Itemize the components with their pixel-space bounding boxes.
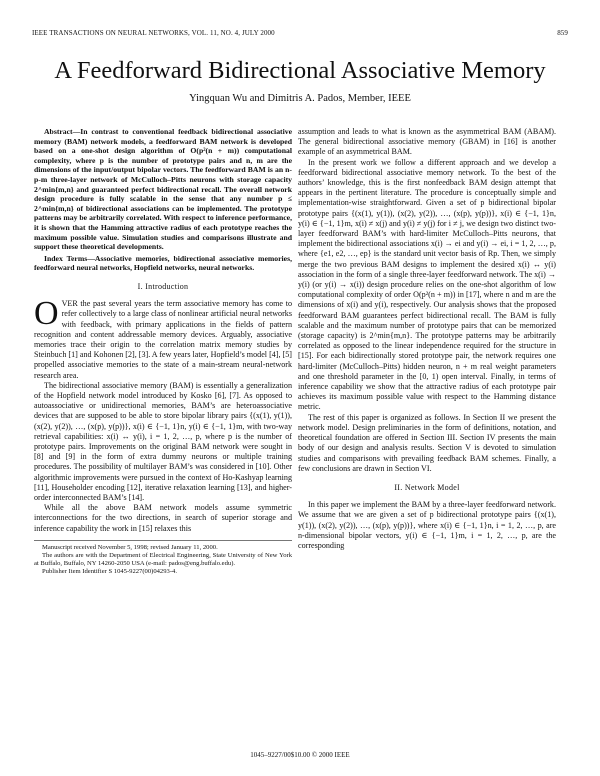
right-paragraph-1: assumption and leads to what is known as the asymmetrical BAM (ABAM). The general bidirectional associative memory (GBAM) in [16] is another example of an asymmetrical BAM. — [298, 127, 556, 157]
right-column — [298, 127, 556, 551]
journal-header: IEEE TRANSACTIONS ON NEURAL NETWORKS, VOL. 11, NO. 4, JULY 2000 — [32, 29, 275, 37]
page-number: 859 — [557, 29, 568, 37]
drop-cap: O — [34, 295, 59, 333]
authors: Yingquan Wu and Dimitris A. Pados, Member, IEEE — [189, 93, 411, 104]
index-terms: Index Terms—Associative memories, bidirectional associative memories, feedforward neural networks, Hopfield networks, neural networks. — [34, 253, 292, 273]
running-header — [32, 29, 568, 41]
section-heading-introduction: I. Introduction — [137, 281, 189, 291]
intro-paragraph-3: While all the above BAM network models assume symmetric interconnections for the two directions, in search of superior storage and inference capability the work in [15] relaxes this — [34, 503, 292, 533]
intro-p1-text: VER the past several years the term associative memory has come to refer collectively to a large class of nonlinear artificial neural networks with feedback, with primary applications in the fields of pattern recognition and content addressable memory devices. Arguably, associative memories trace their origin to the correlation matrix memory studies by Steinbuch [1] and Kohonen [2], [3]. A few years later, Hopfield’s model [4], [5] propelled associative memories to the state of a main-stream neural-network research area. — [34, 299, 292, 380]
footnote-pii: Publisher Item Identifier S 1045-9227(00)04293-4. — [42, 567, 177, 575]
footnote-affiliation: The authors are with the Department of Electrical Engineering, State University of New York at Buffalo, Buffalo, NY 14260-2050 USA (e-mail: pados@eng.buffalo.edu). — [34, 551, 292, 567]
right-paragraph-3: The rest of this paper is organized as follows. In Section II we present the network model. Design preliminaries in the form of definitions, notation, and theoretical foundation are offered in Section III. Section IV presents the main body of our design and analysis results. Section V is devoted to simulation studies and comparisons with prevailing feedback BAM schemes. Finally, a few conclusions are drawn in Section VI. — [298, 412, 556, 473]
right-paragraph-4: In this paper we implement the BAM by a three-layer feedforward network. We assume that we are given a set of p bidirectional prototype pairs {(x(1), y(1)), (x(2), y(2)), …, (x(p), y(p))}, where x(i) ∈ {−1, 1}n, i = 1, 2, …, p, are n-dimensional bipolar vectors, y(i) ∈ {−1, 1}m, i = 1, 2, …, p, are the corresponding — [298, 500, 556, 550]
copyright-footer: 1045–9227/00$10.00 © 2000 IEEE — [250, 751, 350, 759]
left-column — [34, 127, 292, 576]
section-heading-network-model: II. Network Model — [394, 482, 460, 492]
intro-paragraph-2: The bidirectional associative memory (BAM) is essentially a generalization of the Hopfield network model introduced by Kosko [6], [7]. As opposed to autoassociative or unidirectional memories, BAM’s are heteroassociative devices that are supposed to be able to store bipolar library pairs {(x(1), y(1)), (x(2), y(2)), …, (x(p), y(p))}, x(i) ∈ {−1, 1}n, y(i) ∈ {−1, 1}m, with two-way retrieval capabilities: x(i) ↔ y(i), i = 1, 2, …, p, where p is the number of prototype pairs. Improvements on the original BAM network were sought in [8] and [9] in the form of extra dummy neurons or multiple training procedures. The possibility of multilayer BAM’s was considered in [10]. Other algorithmic improvements were pursued in the context of Ho-Kashyap learning [11], Householder encoding [12], iterative relaxation learning [13], and higher-order interconnected BAM’s [14]. — [34, 380, 292, 502]
right-paragraph-2: In the present work we follow a different approach and we develop a feedforward bidirectional associative memory network. To the best of the authors’ knowledge, this is the first nonfeedback BAM design attempt that appears in the pertinent literature. The procedure is conceptually simple and implementation-wise straightforward. Given a set of p bidirectional bipolar prototype pairs {(x(1), y(1)), (x(2), y(2)), …, (x(p), y(p))}, x(i) ∈ {−1, 1}n, y(i) ∈ {−1, 1}m, x(i) ≠ x(j) and y(i) ≠ y(j) for i ≠ j, we design two distinct two-layer feedforward BAM’s with hard-limiter McCulloch–Pitts neurons, that implement the bidirectional associations x(i) → ei and y(i) → ei, i = 1, 2, …, p, where {e1, e2, …, ep} is the standard unit vector basis of Rp. Then, we simply merge the two previous BAM designs to implement the desired x(i) ↔ y(i) association in the form of a single three-layer feedforward network. The x(i) → y(i) (or y(i) → x(i)) design procedure relies on the one-shot algorithm of low computational complexity of order O(p²(n + m)) in [17], where n and m are the dimensions of x(i) and y(i), respectively. Our analysis shows that the proposed feedforward BAM guarantees perfect bidirectional recall. The BAM is fully scalable and the maximum number of prototype pairs that can be memorized (storage capacity) is 2^min{m,n}. The prototype patterns may be arbitrarily correlated as opposed to the linear independence required for the structure in [15]. For each bidirectionally stored prototype pair, the network requires one hard-limiter (McCulloch–Pitts) hidden neuron, n + m real weight parameters and one threshold parameter in the [0, 1) open interval. Finally, in terms of inference capability we show that the attractive radius of each prototype pair achieves its maximum possible value with respect to the Hamming distance metric. — [298, 157, 556, 412]
abstract: Abstract—In contrast to conventional feedback bidirectional associative memory (BAM) network models, a feedforward BAM network is developed based on a one-shot design algorithm of O(p²(n + m)) computational complexity, where p is the number of prototype pairs and n, m are the dimensions of the input/output bipolar vectors. The feedforward BAM is an n-p-m three-layer network of McCulloch–Pitts neurons with storage capacity 2^min{m,n} and guaranteed perfect bidirectional recall. The overall network design procedure is fully scalable in the sense that any number p ≤ 2^min{m,n} of bidirectional associations can be implemented. The prototype patterns may be arbitrarily correlated. With respect to inference performance, it is shown that the Hamming attractive radius of each prototype reaches the maximum possible value. Simulation studies and comparisons illustrate and support these theoretical developments. — [34, 127, 292, 252]
intro-paragraph-1 — [34, 295, 292, 381]
footnote-received: Manuscript received November 5, 1998; revised January 11, 2000. — [42, 543, 218, 551]
footnotes — [34, 540, 292, 576]
paper-title: A Feedforward Bidirectional Associative Memory — [54, 57, 546, 84]
